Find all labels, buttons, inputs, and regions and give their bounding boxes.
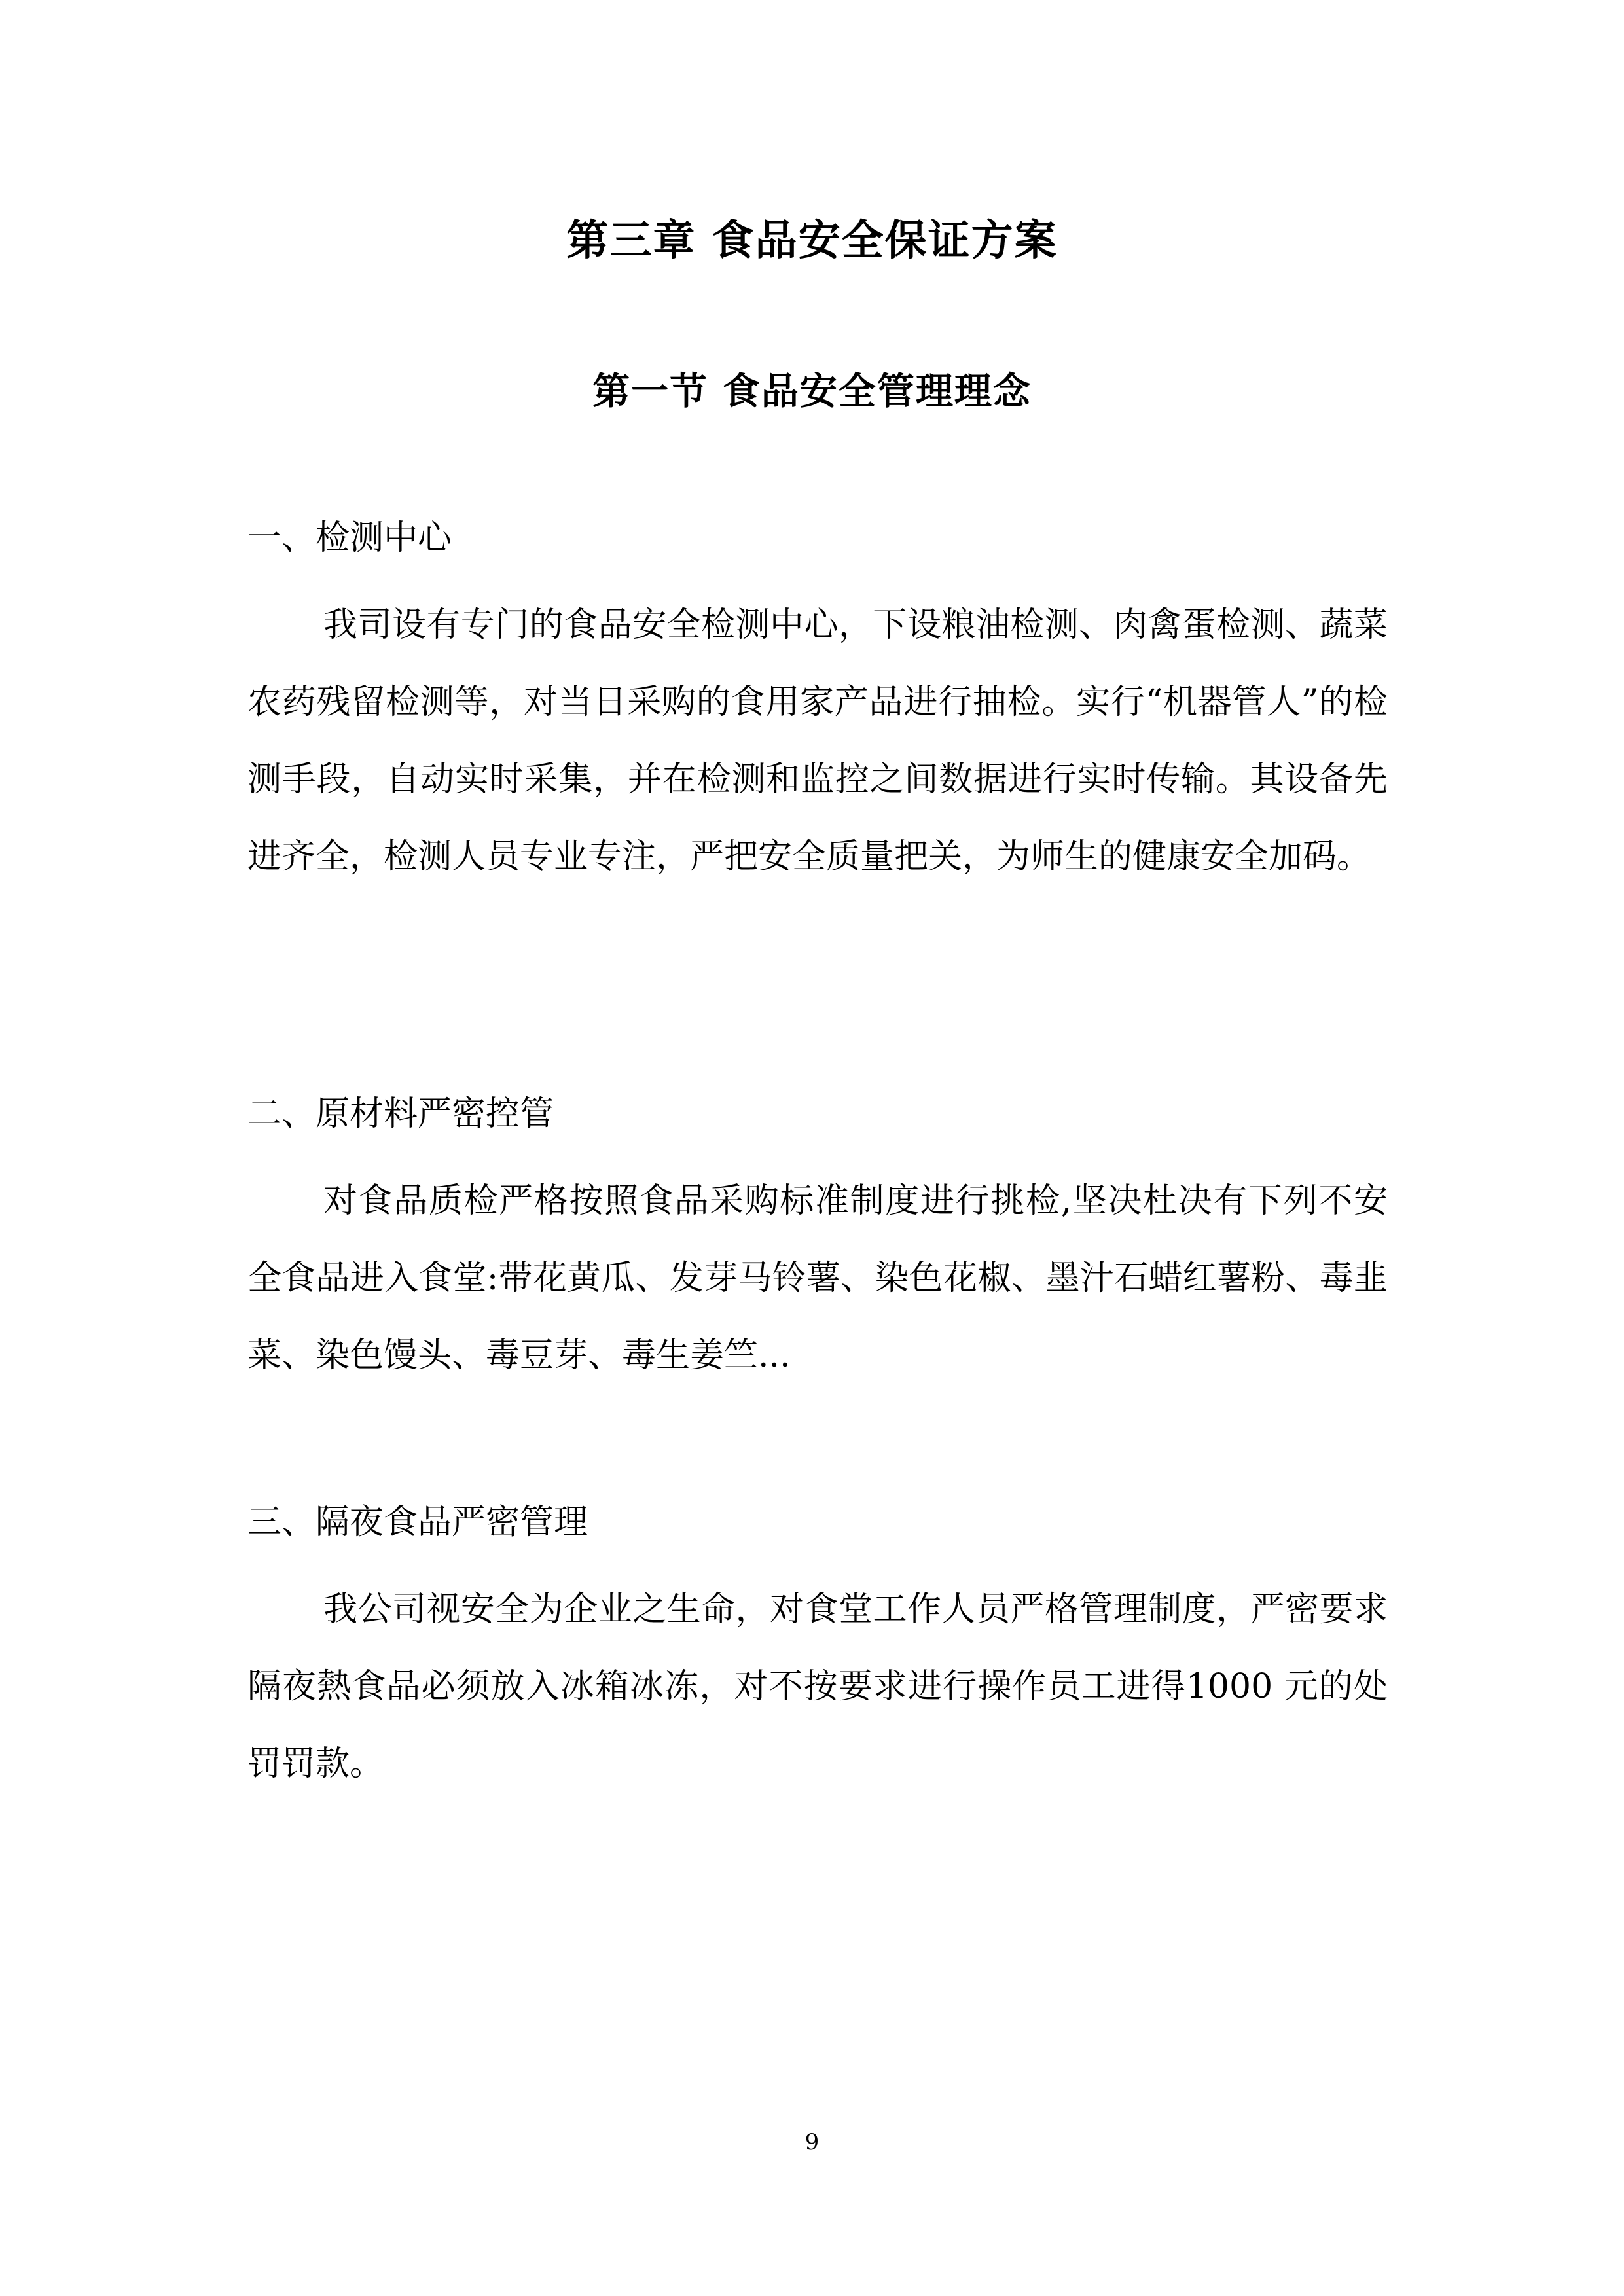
section-heading-testing-center: 一、检测中心 <box>247 518 452 558</box>
section-body-overnight-food: 我公司视安全为企业之生命，对食堂工作人员严格管理制度，严密要求隔夜熱食品必须放入冰箱冰冻，对不按要求进行操作员工进得1000 元的处罚罚款。 <box>247 1590 1388 1784</box>
section-title: 第一节 食品安全管理理念 <box>592 369 1032 413</box>
chapter-title: 第三章 食品安全保证方案 <box>566 216 1058 265</box>
page-number: 9 <box>804 2129 820 2155</box>
section-heading-overnight-food: 三、隔夜食品严密管理 <box>247 1503 588 1542</box>
section-body-testing-center: 我司设有专门的食品安全检测中心，下设粮油检测、肉禽蛋检测、蔬菜农药残留检测等，对当日采购的食用家产品进行抽检。实行“机器管人”的检测手段，自动实时采集，并在检测和监控之间数据进行实时传输。其设备先进齐全，检测人员专业专注，严把安全质量把关，为师生的健康安全加码。 <box>247 605 1388 876</box>
section-body-raw-materials: 对食品质检严格按照食品采购标准制度进行挑检,坚决杜决有下列不安全食品进入食堂:带花黄瓜、发芽马铃薯、染色花椒、墨汁石蜡红薯粉、毒韭菜、染色馒头、毒豆芽、毒生姜竺... <box>247 1181 1388 1375</box>
section-heading-raw-materials: 二、原材料严密控管 <box>247 1094 554 1134</box>
